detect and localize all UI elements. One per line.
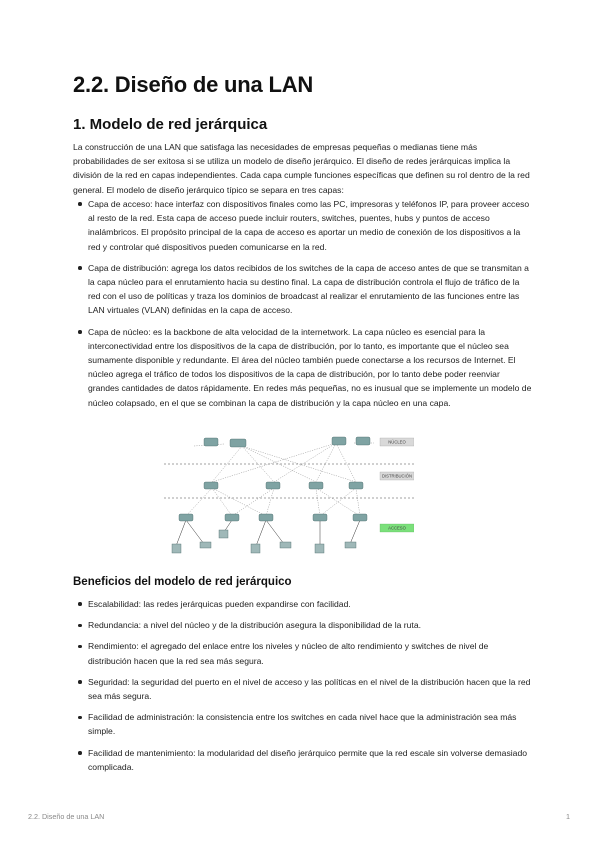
pc-icon [251, 544, 260, 553]
core-router-icon [356, 437, 370, 445]
distribution-switch-icon [266, 482, 280, 489]
benefits-heading: Beneficios del modelo de red jerárquico [73, 576, 292, 588]
intro-paragraph: La construcción de una LAN que satisfaga las necesidades de empresas pequeñas o medianas tiene más probabilidades de ser exitosa si se utiliza un modelo de diseño jerárquico. El diseño de redes jerárquicas implica la división de la red en capas independientes. Cada capa cumple funciones específicas que definen su rol dentro de la red general. El modelo de diseño jerárquico típico se separa en tres capas: [73, 142, 530, 195]
page-number: 1 [566, 812, 570, 821]
distribution-layer-label: DISTRIBUCIÓN [381, 473, 413, 479]
list-item-benefit: Redundancia: a nivel del núcleo y de la distribución asegura la disponibilidad de la ruta. [73, 618, 533, 632]
list-item-benefit: Seguridad: la seguridad del puerto en el nivel de acceso y las políticas en el nivel de la distribución hacen que la red sea más segura. [73, 675, 533, 703]
core-switch-icon [332, 437, 346, 445]
list-item-benefit: Rendimiento: el agregado del enlace entre los niveles y núcleo de alto rendimiento y switches de nivel de distribución hacen que la red sea más segura. [73, 639, 533, 667]
page-title: 2.2. Diseño de una LAN [73, 72, 314, 97]
layers-list [73, 197, 533, 417]
distribution-switch-icon [204, 482, 218, 489]
access-switch-icon [179, 514, 193, 521]
ip-phone-icon [200, 542, 211, 548]
core-layer-label: NÚCLEO [388, 439, 406, 445]
access-switch-icon [313, 514, 327, 521]
pc-icon [219, 530, 228, 538]
hierarchical-network-diagram [164, 428, 414, 568]
list-item-access-layer: Capa de acceso: hace interfaz con dispositivos finales como las PC, impresoras y teléfonos IP, para proveer acceso al resto de la red. Esta capa de acceso puede incluir routers, switches, puentes, hubs y puntos de acceso inalámbricos. El propósito principal de la capa de acceso es aportar un medio de conexión de los dispositivos a la red y controlar qué dispositivos pueden comunicarse en la red. [73, 197, 533, 254]
list-item-benefit: Facilidad de mantenimiento: la modularidad del diseño jerárquico permite que la red escale sin volverse demasiado complicada. [73, 746, 533, 774]
section-title: 1. Modelo de red jerárquica [73, 116, 268, 133]
distribution-switch-icon [349, 482, 363, 489]
access-switch-icon [353, 514, 367, 521]
benefits-list [73, 597, 533, 781]
uplink-lines [186, 443, 374, 516]
access-switch-icon [259, 514, 273, 521]
footer-title: 2.2. Diseño de una LAN [28, 812, 105, 821]
pc-icon [315, 544, 324, 553]
list-item-benefit: Escalabilidad: las redes jerárquicas pueden expandirse con facilidad. [73, 597, 533, 611]
list-item-distribution-layer: Capa de distribución: agrega los datos recibidos de los switches de la capa de acceso antes de que se transmitan a la capa núcleo para el enrutamiento hacia su destino final. La capa de distribución controla el flujo de tráfico de la red con el uso de políticas y traza los dominios de broadcast al realizar el enrutamiento de las funciones entre las LAN virtuales (VLAN) definidas en la capa de acceso. [73, 261, 533, 318]
pc-icon [172, 544, 181, 553]
distribution-switch-icon [309, 482, 323, 489]
core-router-icon [204, 438, 218, 446]
ip-phone-icon [280, 542, 291, 548]
ip-phone-icon [345, 542, 356, 548]
access-layer-label: ACCESO [388, 525, 406, 531]
access-switch-icon [225, 514, 239, 521]
core-switch-icon [230, 439, 246, 447]
list-item-core-layer: Capa de núcleo: es la backbone de alta velocidad de la internetwork. La capa núcleo es esencial para la interconectividad entre los dispositivos de la capa de distribución, por lo tanto, es importante que el núcleo sea sumamente disponible y redundante. El área del núcleo también puede conectarse a los recursos de Internet. El núcleo agrega el tráfico de todos los dispositivos de la capa de distribución, por lo tanto debe poder reenviar grandes cantidades de datos rápidamente. En redes más pequeñas, no es inusual que se implemente un modelo de núcleo colapsado, en el que se combinan la capa de distribución y la capa núcleo en una capa. [73, 325, 533, 410]
list-item-benefit: Facilidad de administración: la consistencia entre los switches en cada nivel hace que la administración sea más simple. [73, 710, 533, 738]
